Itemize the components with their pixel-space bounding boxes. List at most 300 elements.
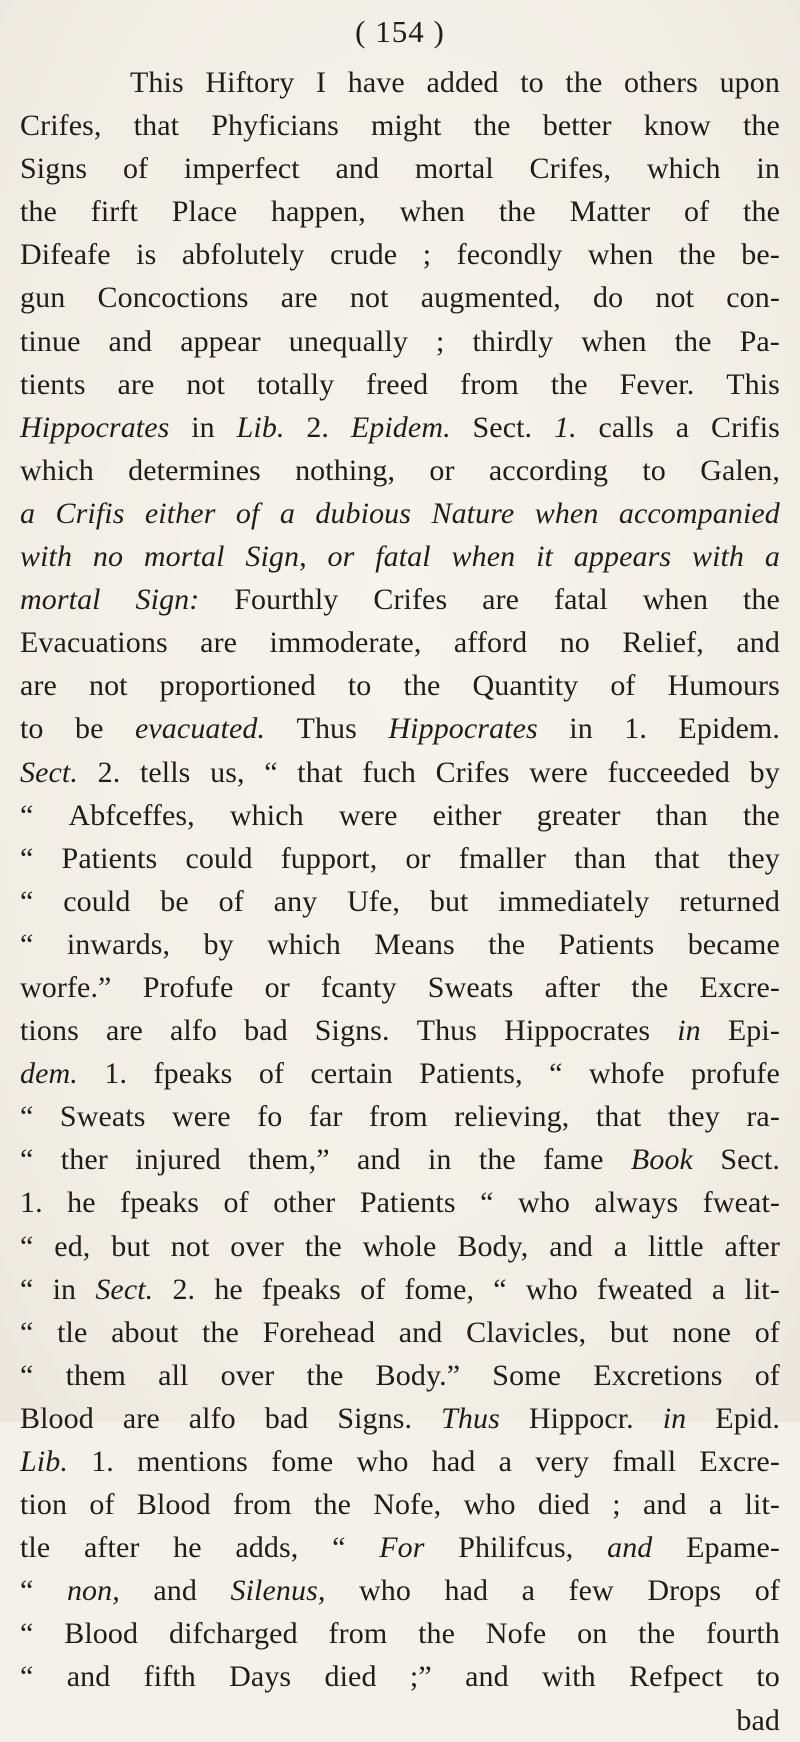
text-word: 2. (306, 410, 330, 444)
text-word: them (65, 1358, 126, 1392)
text-word: gun (20, 281, 66, 315)
text-word: Profufe (142, 970, 234, 1004)
text-word: no (92, 540, 124, 574)
text-line (20, 923, 780, 966)
text-word: always (594, 1186, 679, 1220)
text-word: and (108, 324, 153, 358)
text-line (20, 449, 780, 492)
text-word: proportioned (159, 669, 316, 703)
text-word: returned (679, 884, 780, 918)
text-word: little (648, 1229, 704, 1263)
text-word: were (172, 1100, 231, 1134)
text-word: whole (362, 1229, 437, 1263)
text-word: “ (549, 1057, 563, 1091)
text-word: Hippocrates (504, 1014, 651, 1048)
text-word: are (105, 1014, 143, 1048)
text-word: Epidem. (350, 410, 451, 444)
text-word: Pa- (739, 324, 780, 358)
text-word: Epid. (715, 1401, 780, 1435)
text-word: Difeafe (20, 238, 111, 272)
text-word: and (607, 1531, 653, 1565)
text-word: when (534, 496, 599, 530)
text-word: not (170, 1229, 210, 1263)
text-line (20, 1526, 780, 1569)
text-word: calls (598, 410, 654, 444)
text-word: in (662, 1401, 687, 1435)
text-line (20, 707, 780, 750)
text-line (20, 1699, 780, 1742)
text-line (20, 535, 780, 578)
text-word: “ (20, 1272, 34, 1306)
text-word: immoderate, (269, 626, 422, 660)
text-word: the (743, 109, 780, 143)
text-word: it (536, 540, 553, 574)
text-word: Patients, (419, 1057, 523, 1091)
text-word: on (577, 1617, 608, 1651)
text-word: Crifes, (20, 109, 102, 143)
text-word: of (235, 496, 260, 530)
text-word: totally (256, 367, 335, 401)
text-word: by (203, 927, 234, 961)
text-word: in (756, 152, 780, 186)
text-word: 1. (91, 1445, 114, 1478)
text-word: For (379, 1531, 425, 1565)
text-word: in (427, 1143, 452, 1177)
text-word: injured (135, 1143, 221, 1177)
text-word: the (418, 1617, 456, 1651)
page-number: ( 154 ) (355, 14, 445, 49)
text-word: died (537, 1488, 590, 1522)
text-word: fweat- (702, 1186, 780, 1220)
text-word: or (429, 453, 455, 487)
text-word: the (473, 109, 511, 143)
text-line (20, 1311, 780, 1354)
text-word: no (559, 626, 590, 660)
text-word: be- (741, 238, 780, 272)
text-word: Clavicles, (466, 1315, 587, 1349)
text-word: 2. (97, 755, 121, 789)
text-word: to (642, 453, 666, 487)
text-word: of (89, 1488, 115, 1522)
text-word: tells (139, 755, 191, 789)
text-word: dubious (315, 496, 412, 530)
text-line (20, 966, 780, 1009)
text-word: fecondly (456, 238, 563, 272)
text-word: very (535, 1445, 590, 1478)
text-word: over (220, 1358, 275, 1392)
text-word: tinue (20, 324, 81, 358)
text-word: were (529, 755, 588, 789)
text-word: Matter (569, 195, 651, 229)
text-line (20, 1225, 780, 1268)
text-word: “ (20, 1315, 34, 1349)
text-line (20, 794, 780, 837)
text-word: “ (20, 1143, 34, 1177)
text-line (20, 406, 780, 449)
text-word: they (727, 841, 780, 875)
text-word: nothing, (295, 453, 396, 487)
text-word: are (20, 669, 57, 703)
text-word: Concoctions (97, 281, 249, 315)
text-word: mentions (137, 1445, 248, 1478)
text-word: fmall (612, 1445, 677, 1478)
text-word: who (356, 1445, 409, 1478)
text-word: or (327, 540, 355, 574)
text-word: bad (736, 1703, 780, 1737)
text-word: This (130, 66, 184, 99)
text-word: he (67, 1186, 96, 1220)
text-word: of (684, 195, 710, 229)
text-word: the (742, 798, 780, 832)
text-line (20, 276, 780, 319)
text-word: and (549, 1229, 593, 1263)
text-word: who (463, 1488, 516, 1522)
text-line (20, 320, 780, 363)
text-word: Thus (441, 1401, 500, 1435)
text-word: the (304, 1229, 342, 1263)
text-word: with (691, 540, 745, 574)
text-line (20, 1440, 780, 1483)
text-word: none (672, 1315, 731, 1349)
text-word: profufe (690, 1057, 780, 1091)
text-word: Lib. (20, 1445, 68, 1478)
text-word: ; (436, 324, 445, 358)
text-word: Epame- (686, 1531, 780, 1565)
text-word: a (764, 540, 780, 574)
text-word: Sweats (59, 1100, 146, 1134)
text-word: that (133, 109, 180, 143)
text-word: alfo (169, 1014, 217, 1048)
text-word: lit- (744, 1488, 780, 1522)
text-word: Body.” (375, 1358, 461, 1392)
text-word: fmaller (458, 841, 547, 875)
text-word: mortal (414, 152, 494, 186)
text-word: accompanied (618, 496, 780, 530)
text-word: Philifcus, (458, 1531, 574, 1565)
text-word: not (655, 281, 695, 315)
text-word: Fourthly (234, 583, 339, 617)
text-word: certain (310, 1057, 393, 1091)
text-word: of (754, 1315, 780, 1349)
text-word: after (724, 1229, 780, 1263)
text-word: 1. (553, 410, 577, 444)
text-line (20, 104, 780, 147)
text-word: firft (90, 195, 138, 229)
text-word: but (609, 1315, 649, 1349)
text-word: the (631, 970, 669, 1004)
text-word: and (357, 1143, 401, 1177)
text-word: ; (422, 238, 432, 272)
text-word: of (218, 884, 244, 918)
text-word: the (743, 195, 780, 229)
text-word: fatal (375, 540, 431, 574)
text-word: few (568, 1574, 614, 1608)
text-word: ;” (409, 1660, 432, 1694)
text-word: Nofe (485, 1617, 547, 1651)
text-word: they (667, 1100, 720, 1134)
text-word: the (478, 1143, 516, 1177)
text-word: of (754, 1358, 780, 1392)
text-word: mortal (143, 540, 225, 574)
text-word: fome, (404, 1272, 475, 1306)
text-word: to (20, 712, 44, 746)
text-word: “ (20, 841, 34, 875)
text-word: Signs. (337, 1401, 413, 1435)
text-word: when (642, 583, 709, 617)
text-word: might (370, 109, 442, 143)
text-word: the (201, 1315, 239, 1349)
text-word: “ (20, 1574, 34, 1608)
text-word: fome (271, 1445, 334, 1478)
text-word: Crifis (711, 410, 780, 444)
text-word: the (550, 367, 588, 401)
text-word: know (643, 109, 711, 143)
text-word: and (335, 152, 380, 186)
text-word: Thus (296, 712, 357, 746)
text-word: immediately (498, 884, 650, 918)
text-word: worfe.” (20, 970, 112, 1004)
text-word: either (144, 496, 216, 530)
text-word: other (273, 1186, 336, 1220)
text-word: either (432, 798, 502, 832)
text-word: which (646, 152, 721, 186)
text-word: “ (20, 1100, 34, 1134)
text-word: alfo (188, 1401, 236, 1435)
text-word: freed (366, 367, 429, 401)
text-word: added (426, 66, 499, 99)
text-word: Place (171, 195, 238, 229)
text-word: Fever. (619, 367, 695, 401)
text-word: a (279, 496, 295, 530)
text-word: others (624, 66, 698, 99)
text-word: imperfect (183, 152, 300, 186)
text-word: the (565, 66, 603, 99)
text-word: not (186, 367, 225, 401)
text-word: be (75, 712, 104, 746)
text-word: Sect. (95, 1272, 154, 1306)
text-word: tle (57, 1315, 88, 1349)
text-word: a (675, 410, 690, 444)
text-word: them,” (248, 1143, 330, 1177)
text-word: ther (60, 1143, 108, 1177)
text-word: Excre- (699, 970, 780, 1004)
text-word: “ (332, 1531, 346, 1565)
text-word: happen, (271, 195, 366, 229)
text-word: non, (66, 1574, 120, 1608)
text-line (20, 61, 780, 104)
text-word: fucceeded (607, 755, 731, 789)
text-word: 1. (20, 1186, 43, 1220)
text-word: con- (726, 281, 780, 315)
text-word: are (122, 1401, 160, 1435)
text-word: Crifes (435, 755, 510, 789)
text-word: Some (492, 1358, 562, 1392)
text-line (20, 1052, 780, 1095)
text-word: “ (493, 1272, 507, 1306)
text-word: Crifes, (529, 152, 612, 186)
text-word: Signs (20, 152, 88, 186)
text-word: Body, (457, 1229, 529, 1263)
text-word: which (267, 927, 341, 961)
text-word: Epidem. (678, 712, 780, 746)
text-word: from (233, 1488, 292, 1522)
text-word: to (756, 1660, 780, 1694)
text-line (20, 1397, 780, 1440)
text-word: Crifis (55, 496, 125, 530)
text-word: 1. (104, 1057, 128, 1091)
text-word: dem. (20, 1057, 78, 1091)
text-word: which (229, 798, 304, 832)
text-word: a (20, 496, 36, 530)
text-word: and (398, 1315, 443, 1349)
text-word: Means (374, 927, 455, 961)
text-word: Abfceffes, (68, 798, 195, 832)
text-word: with (20, 540, 73, 574)
text-word: fuch (362, 755, 417, 789)
text-word: determines (128, 453, 261, 487)
text-word: Hiftory (205, 66, 295, 99)
text-word: any (273, 884, 318, 918)
text-word: relieving, (454, 1100, 570, 1134)
text-word: could (185, 841, 253, 875)
text-word: Hippocrates (388, 712, 538, 746)
text-word: became (687, 927, 780, 961)
text-word: of (360, 1272, 386, 1306)
text-word: the (488, 927, 526, 961)
text-word: tions (20, 1014, 79, 1048)
text-word: or (405, 841, 431, 875)
text-line (20, 664, 780, 707)
text-word: he (173, 1531, 202, 1565)
text-word: Thus (416, 1014, 478, 1048)
text-word: of (754, 1574, 780, 1608)
text-word: thirdly (472, 324, 554, 358)
text-word: a (613, 1229, 628, 1263)
text-word: do (593, 281, 624, 315)
text-word: or (264, 970, 290, 1004)
text-word: ed, (54, 1229, 91, 1263)
text-word: all (158, 1358, 189, 1392)
text-word: are (280, 281, 318, 315)
text-word: are (200, 626, 238, 660)
text-word: a (711, 1272, 726, 1306)
text-word: evacuated. (134, 712, 266, 746)
text-word: than (574, 841, 627, 875)
text-word: augmented, (420, 281, 561, 315)
text-word: the (742, 583, 780, 617)
text-word: fpeaks (262, 1272, 341, 1306)
text-word: tle (20, 1531, 51, 1565)
text-word: tion (20, 1488, 68, 1522)
text-word: Sect. (472, 410, 533, 444)
text-word: when (581, 324, 647, 358)
text-word: from (460, 367, 519, 401)
text-word: fame (543, 1143, 604, 1177)
text-word: difcharged (168, 1617, 298, 1651)
text-word: Humours (667, 669, 780, 703)
text-word: to (520, 66, 544, 99)
text-line (20, 1009, 780, 1052)
text-word: about (111, 1315, 179, 1349)
text-word: adds, (235, 1531, 299, 1565)
text-word: died (324, 1660, 377, 1694)
text-word: bad (244, 1014, 288, 1048)
text-line (20, 190, 780, 233)
text-word: Phyficians (211, 109, 339, 143)
text-word: not (88, 669, 128, 703)
text-line (20, 1569, 780, 1612)
text-word: that (595, 1100, 642, 1134)
text-word: “ (20, 1660, 34, 1694)
text-word: of (258, 1057, 285, 1091)
text-word: the (638, 1617, 676, 1651)
text-line (20, 1483, 780, 1526)
text-line (20, 1354, 780, 1397)
text-word: over (230, 1229, 284, 1263)
text-line (20, 1138, 780, 1181)
text-word: have (347, 66, 405, 99)
text-line (20, 837, 780, 880)
text-word: Crifes (373, 583, 448, 617)
text-word: bad (264, 1401, 309, 1435)
text-line (20, 621, 780, 664)
text-word: the (314, 1488, 351, 1522)
text-word: to (347, 669, 372, 703)
text-word: after (544, 970, 601, 1004)
text-word: “ (20, 1358, 34, 1392)
text-word: better (542, 109, 612, 143)
text-word: appears (573, 540, 672, 574)
text-line (20, 233, 780, 276)
text-word: Drops (647, 1574, 722, 1608)
text-word: Sign: (135, 583, 200, 617)
text-word: the (20, 195, 57, 229)
text-word: Sect. (720, 1143, 780, 1177)
text-word: and (736, 626, 780, 660)
text-word: Sign, (245, 540, 307, 574)
text-word: tients (20, 367, 86, 401)
text-word: by (749, 755, 780, 789)
text-word: a (521, 1574, 536, 1608)
text-word: “ (20, 927, 34, 961)
text-word: according (488, 453, 609, 487)
text-word: lit- (744, 1272, 780, 1306)
text-word: Nature (431, 496, 515, 530)
text-word: from (369, 1100, 428, 1134)
text-line (20, 363, 780, 406)
text-line (20, 1095, 780, 1138)
text-word: Blood (136, 1488, 211, 1522)
text-word: abfolutely (181, 238, 305, 272)
text-word: who (525, 1272, 578, 1306)
text-word: Forehead (262, 1315, 376, 1349)
text-word: which (20, 453, 94, 487)
text-word: mortal (20, 583, 101, 617)
text-word: “ (20, 798, 34, 832)
text-word: Excre- (699, 1445, 780, 1478)
text-word: fourth (705, 1617, 780, 1651)
text-word: that (654, 841, 700, 875)
text-word: the (498, 195, 536, 229)
text-word: a (498, 1445, 513, 1478)
text-word: in (191, 410, 215, 444)
text-word: appear (180, 324, 261, 358)
text-word: whofe (589, 1057, 665, 1091)
text-word: of (223, 1186, 249, 1220)
text-word: Blood (64, 1617, 139, 1651)
text-word: fpeaks (120, 1186, 200, 1220)
text-word: the (306, 1358, 344, 1392)
